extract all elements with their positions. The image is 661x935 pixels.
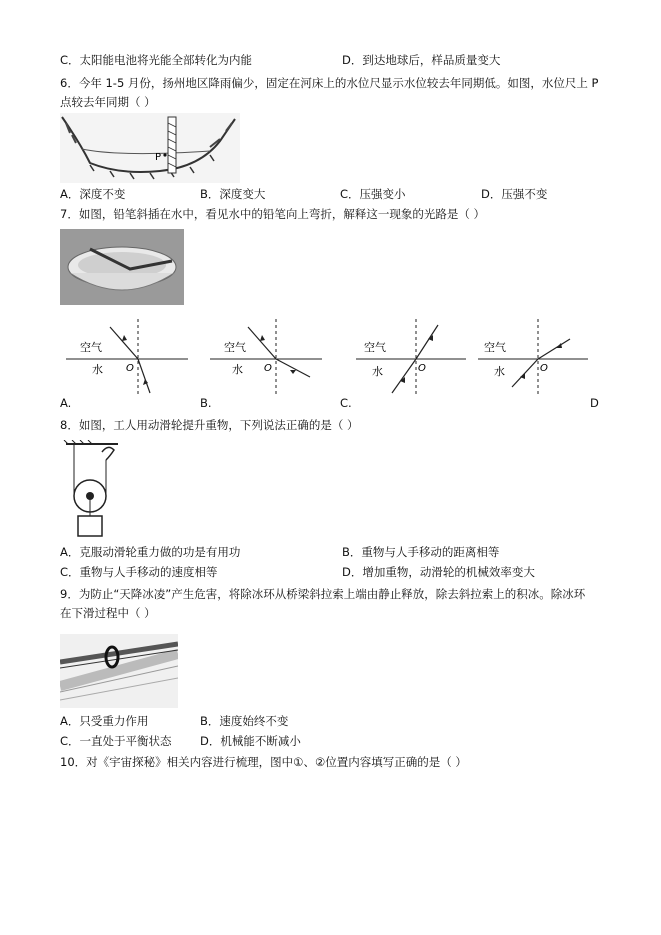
q10-stem: 10．对《宇宙探秘》相关内容进行梳理，图中①、②位置内容填写正确的是（ ） [60, 755, 467, 769]
q6-option-b: B．深度变大 [200, 187, 266, 201]
q8-stem: 8．如图，工人用动滑轮提升重物，下列说法正确的是（ ） [60, 418, 359, 432]
q7-pencil-in-bowl-photo [60, 229, 184, 305]
q8-pulley-figure [62, 440, 122, 540]
q8-option-c: C．重物与人手移动的速度相等 [60, 565, 218, 579]
q8-option-d: D．增加重物，动滑轮的机械效率变大 [342, 565, 535, 579]
q6-option-a: A．深度不变 [60, 187, 126, 201]
q7-b-origin-label: O [264, 363, 272, 374]
q7-a-origin-label: O [126, 363, 134, 374]
q7-ray-diagram-b [210, 315, 335, 395]
q6-stem-line2: 点较去年同期（ ） [60, 95, 156, 109]
q7-option-b-label: B. [200, 396, 212, 410]
q7-a-water-label: 水 [92, 363, 103, 376]
q9-option-d: D．机械能不断减小 [200, 734, 301, 748]
q7-c-air-label: 空气 [364, 341, 386, 354]
q7-a-air-label: 空气 [80, 341, 102, 354]
q6-option-c: C．压强变小 [340, 187, 406, 201]
q8-option-b: B．重物与人手移动的距离相等 [342, 545, 500, 559]
q9-option-a: A．只受重力作用 [60, 714, 149, 728]
q7-b-water-label: 水 [232, 363, 243, 376]
q7-option-a-label: A. [60, 396, 72, 410]
q6-stem-line1: 6．今年 1-5 月份，扬州地区降雨偏少，固定在河床上的水位尺显示水位较去年同期低。如图，水位尺上 P [60, 76, 599, 90]
q9-stem-line2: 在下滑过程中（ ） [60, 606, 156, 620]
q7-d-water-label: 水 [494, 365, 505, 378]
q7-stem: 7．如图，铅笔斜插在水中，看见水中的铅笔向上弯折，解释这一现象的光路是（ ） [60, 207, 485, 221]
q9-ice-ring-photo [60, 634, 178, 708]
q7-option-d-label: D [590, 396, 599, 410]
q9-option-b: B．速度始终不变 [200, 714, 289, 728]
q7-ray-diagram-c [356, 315, 481, 395]
q7-option-c-label: C. [340, 396, 352, 410]
q5-option-d: D．到达地球后，样品质量变大 [342, 53, 501, 67]
q7-c-origin-label: O [418, 363, 426, 374]
q8-option-a: A．克服动滑轮重力做的功是有用功 [60, 545, 241, 559]
q7-c-water-label: 水 [372, 365, 383, 378]
q6-riverbed-figure [60, 113, 240, 183]
q7-ray-diagram-a [66, 315, 191, 395]
q7-d-air-label: 空气 [484, 341, 506, 354]
q7-d-origin-label: O [540, 363, 548, 374]
q6-option-d: D．压强不变 [481, 187, 548, 201]
q9-stem-line1: 9．为防止“天降冰凌”产生危害，将除冰环从桥梁斜拉索上端由静止释放，除去斜拉索上的积冰。除冰环 [60, 587, 586, 601]
q6-point-p-label: P [155, 152, 162, 163]
q9-option-c: C．一直处于平衡状态 [60, 734, 172, 748]
q5-option-c: C．太阳能电池将光能全部转化为内能 [60, 53, 253, 67]
q7-b-air-label: 空气 [224, 341, 246, 354]
q7-ray-diagram-d [478, 315, 603, 395]
